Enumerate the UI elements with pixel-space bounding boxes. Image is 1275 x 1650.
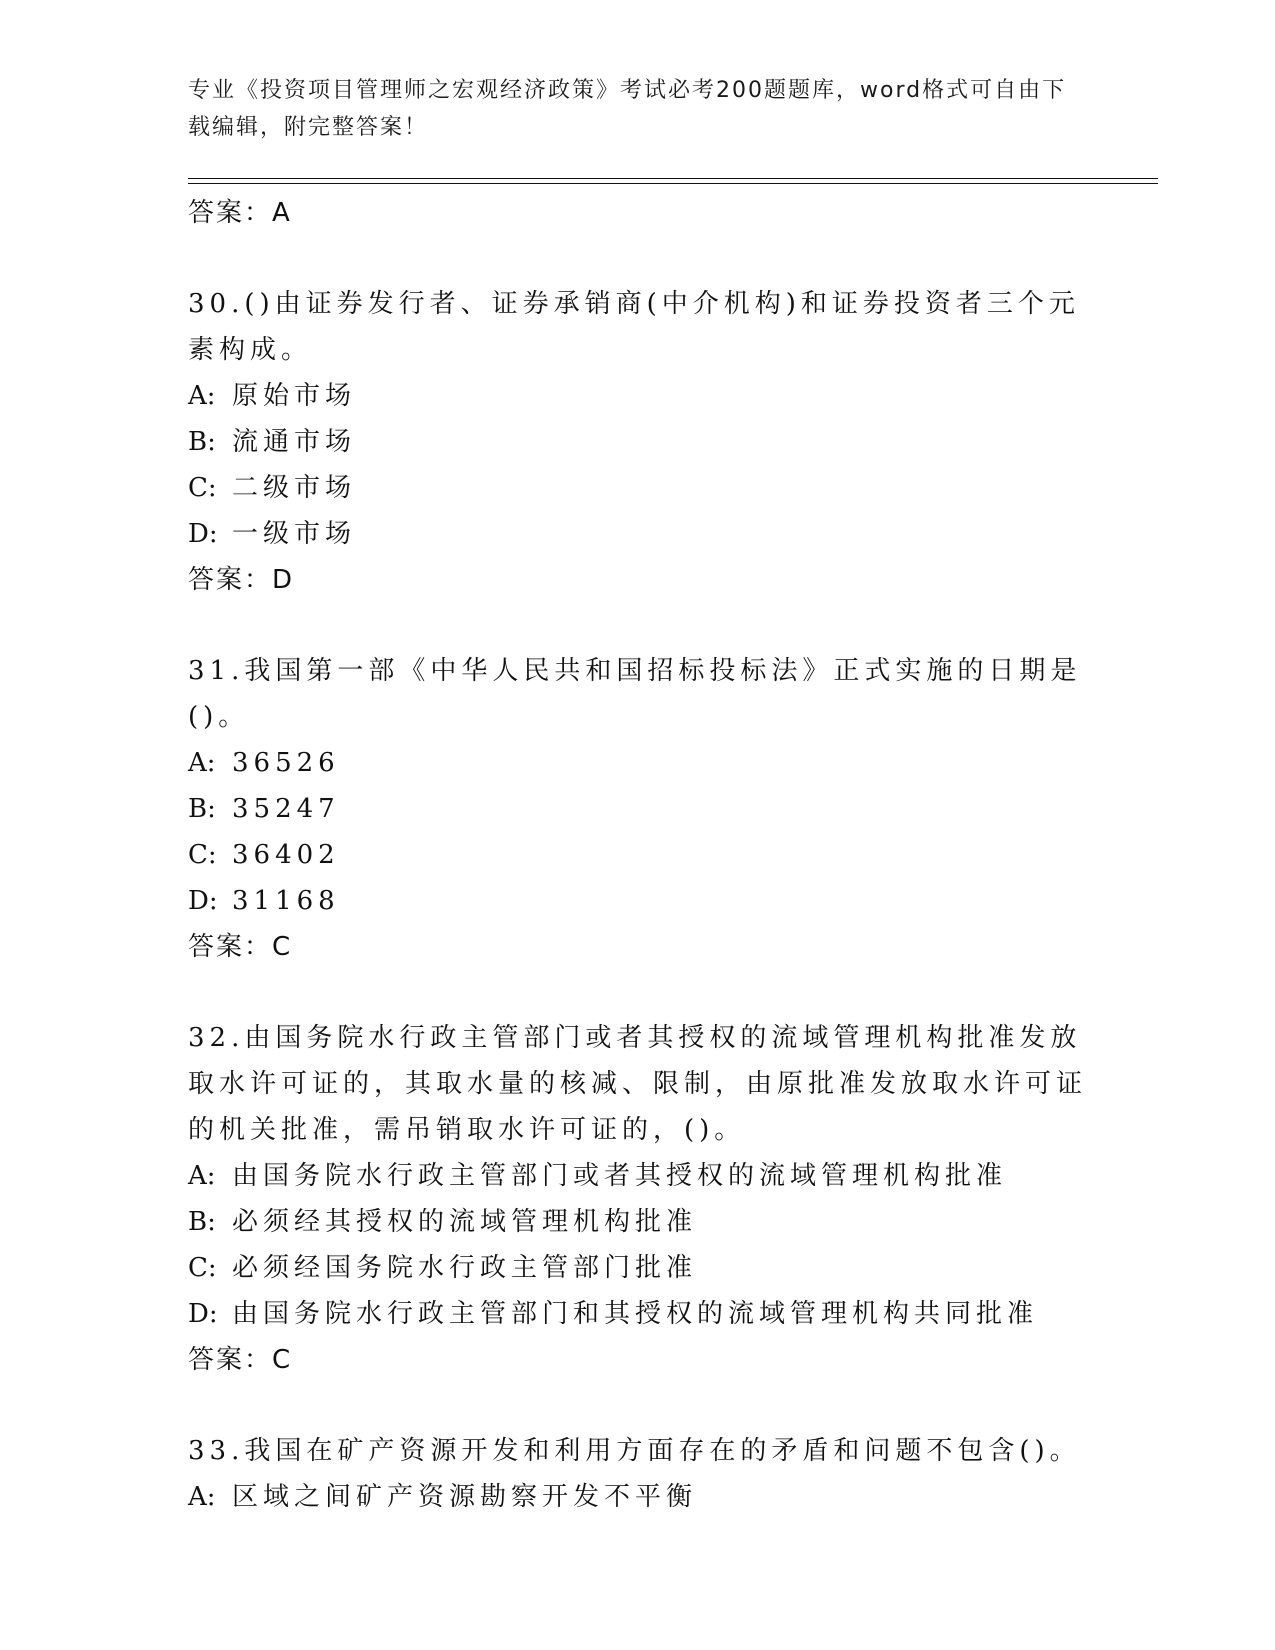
question-answer bbox=[188, 557, 1088, 603]
option-key: D: bbox=[188, 886, 218, 916]
option-text: 二级市场 bbox=[232, 473, 357, 503]
option-text: 原始市场 bbox=[232, 381, 357, 411]
previous-answer bbox=[188, 190, 1088, 236]
question-stem: 33.我国在矿产资源开发和利用方面存在的矛盾和问题不包含()。 bbox=[188, 1436, 1081, 1466]
option-c bbox=[188, 832, 1088, 878]
option-text: 由国务院水行政主管部门或者其授权的流域管理机构批准 bbox=[232, 1161, 1008, 1191]
option-key: A: bbox=[188, 381, 216, 411]
option-text: 36526 bbox=[232, 748, 340, 778]
option-key: C: bbox=[188, 473, 217, 503]
option-text: 由国务院水行政主管部门和其授权的流域管理机构共同批准 bbox=[232, 1299, 1039, 1329]
option-key: B: bbox=[188, 427, 216, 457]
option-key: A: bbox=[188, 748, 216, 778]
question-stem: 31.我国第一部《中华人民共和国招标投标法》正式实施的日期是()。 bbox=[188, 656, 1082, 732]
option-text: 36402 bbox=[232, 840, 340, 870]
option-text: 必须经其授权的流域管理机构批准 bbox=[232, 1207, 698, 1237]
option-key: B: bbox=[188, 794, 216, 824]
option-key: D: bbox=[188, 519, 218, 549]
option-b bbox=[188, 786, 1088, 832]
option-a bbox=[188, 1474, 1088, 1520]
option-a bbox=[188, 740, 1088, 786]
answer-label: 答案： bbox=[188, 565, 273, 595]
question-list bbox=[188, 190, 1088, 1520]
option-a bbox=[188, 1153, 1088, 1199]
answer-label: 答案： bbox=[188, 932, 273, 962]
option-key: C: bbox=[188, 840, 217, 870]
option-key: D: bbox=[188, 1299, 218, 1329]
document-header: 专业《投资项目管理师之宏观经济政策》考试必考200题题库，word格式可自由下载编辑，附完整答案！ bbox=[188, 78, 1067, 140]
question-answer bbox=[188, 924, 1088, 970]
option-b bbox=[188, 1199, 1088, 1245]
answer-value: C bbox=[272, 1345, 292, 1375]
option-d bbox=[188, 878, 1088, 924]
option-text: 必须经国务院水行政主管部门批准 bbox=[232, 1253, 698, 1283]
option-text: 流通市场 bbox=[232, 427, 357, 457]
option-key: A: bbox=[188, 1161, 216, 1191]
answer-value: C bbox=[272, 932, 292, 962]
question-32 bbox=[188, 1015, 1088, 1383]
question-stem: 32.由国务院水行政主管部门或者其授权的流域管理机构批准发放取水许可证的，其取水量的核减、限制，由原批准发放取水许可证的机关批准，需吊销取水许可证的，()。 bbox=[188, 1023, 1088, 1145]
option-text: 区域之间矿产资源勘察开发不平衡 bbox=[232, 1482, 698, 1512]
option-a bbox=[188, 373, 1088, 419]
question-31 bbox=[188, 648, 1088, 970]
answer-label: 答案： bbox=[188, 1345, 273, 1375]
option-b bbox=[188, 419, 1088, 465]
option-text: 31168 bbox=[232, 886, 340, 916]
answer-value: A bbox=[272, 198, 291, 228]
answer-value: D bbox=[272, 565, 294, 595]
option-key: B: bbox=[188, 1207, 216, 1237]
option-d bbox=[188, 511, 1088, 557]
option-c bbox=[188, 465, 1088, 511]
answer-label: 答案： bbox=[188, 198, 273, 228]
option-d bbox=[188, 1291, 1088, 1337]
header-rule-bottom bbox=[188, 183, 1158, 184]
option-c bbox=[188, 1245, 1088, 1291]
option-key: A: bbox=[188, 1482, 216, 1512]
question-30 bbox=[188, 281, 1088, 603]
option-text: 一级市场 bbox=[232, 519, 357, 549]
question-stem: 30.()由证券发行者、证券承销商(中介机构)和证券投资者三个元素构成。 bbox=[188, 289, 1080, 365]
question-answer bbox=[188, 1337, 1088, 1383]
option-key: C: bbox=[188, 1253, 217, 1283]
header-rule-top bbox=[188, 178, 1158, 179]
option-text: 35247 bbox=[232, 794, 340, 824]
question-33 bbox=[188, 1428, 1088, 1520]
